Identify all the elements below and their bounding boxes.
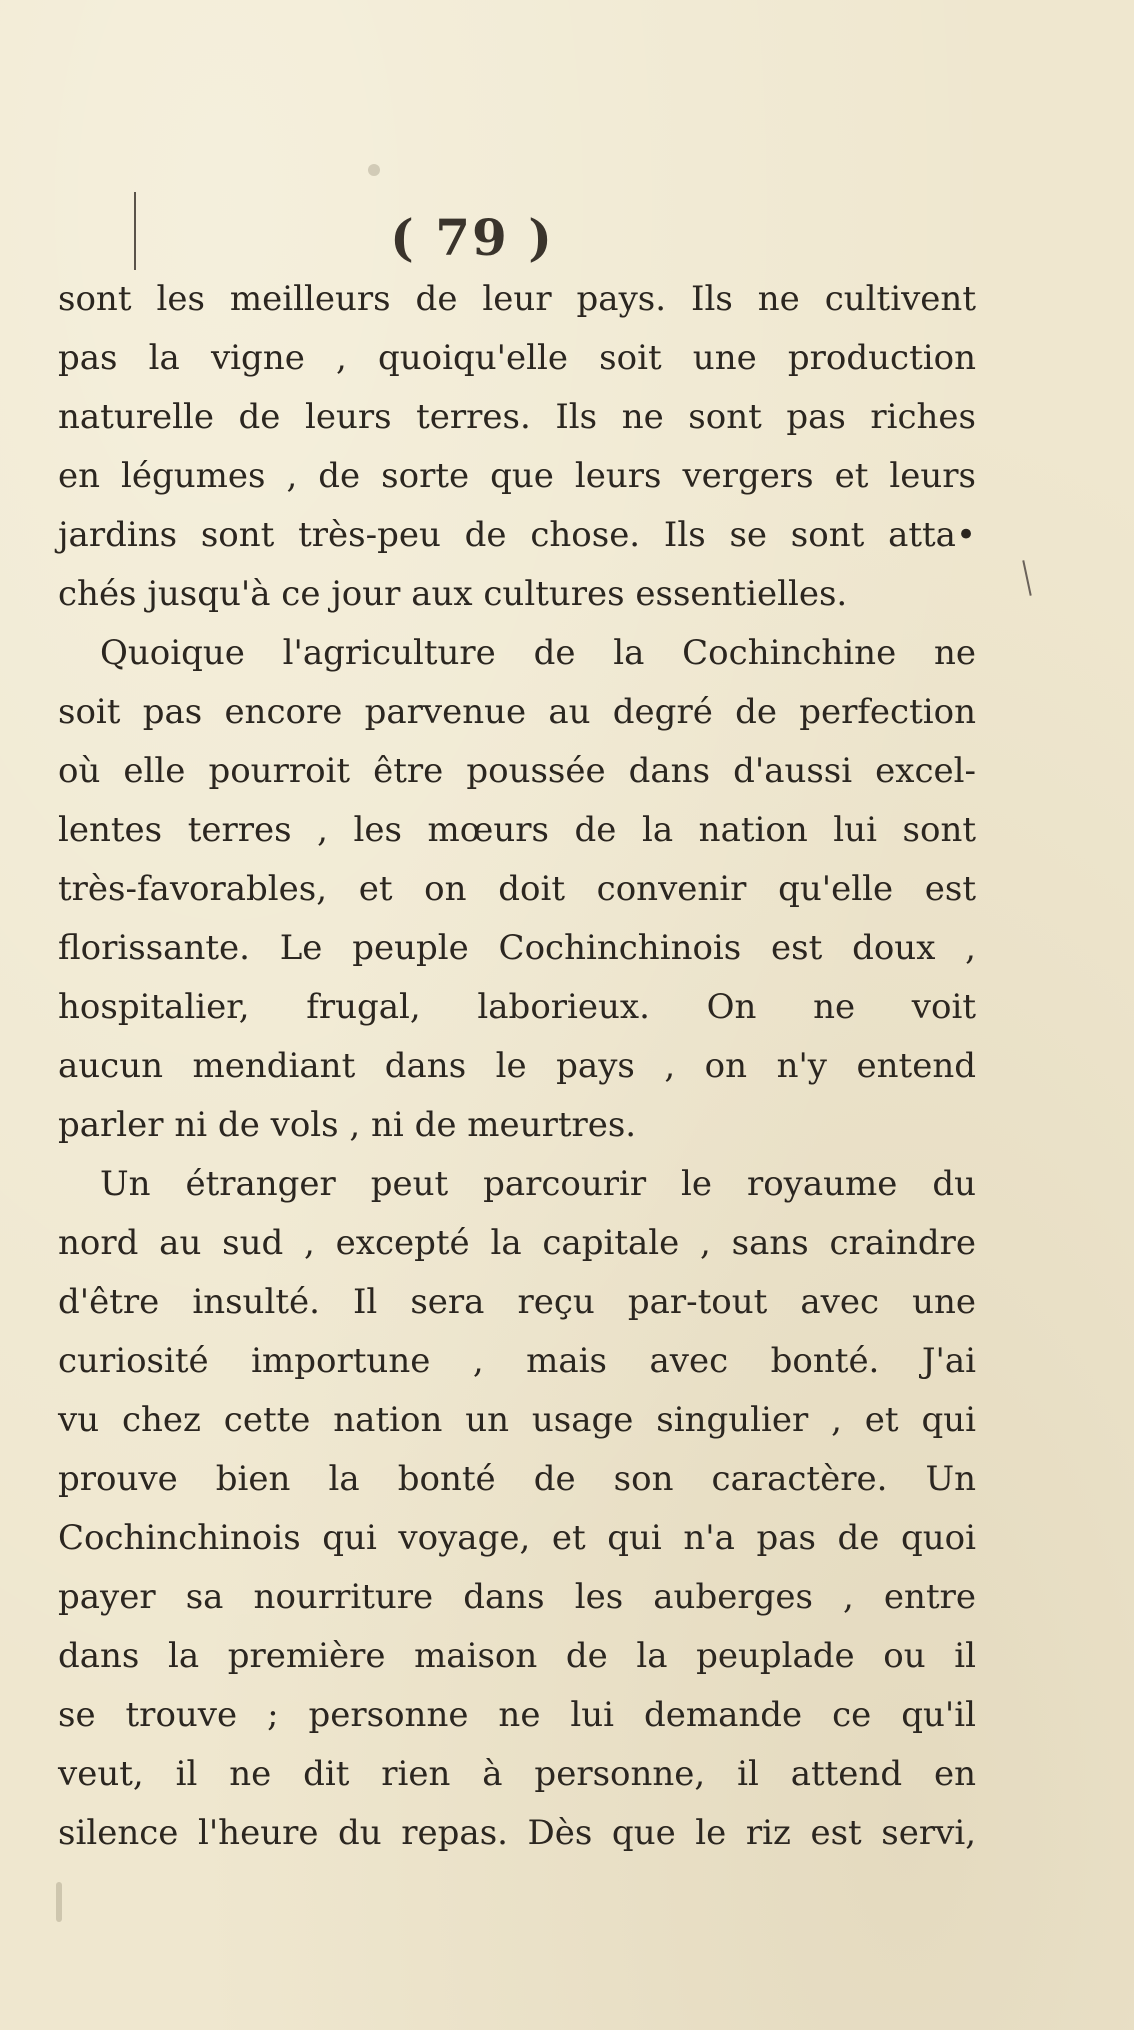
text-line: lentes terres , les mœurs de la nation lui sont <box>58 810 976 850</box>
text-line: curiosité importune , mais avec bonté. J'ai <box>58 1341 976 1381</box>
text-line: pas la vigne , quoiqu'elle soit une production <box>58 338 976 378</box>
text-line: veut, il ne dit rien à personne, il attend en <box>58 1754 976 1794</box>
text-line: payer sa nourriture dans les auberges , entre <box>58 1577 976 1617</box>
text-line: Cochinchinois qui voyage, et qui n'a pas de quoi <box>58 1518 976 1558</box>
text-line: dans la première maison de la peuplade ou il <box>58 1636 976 1676</box>
body-text <box>58 270 976 1863</box>
paper-spot <box>56 1882 62 1922</box>
text-line: aucun mendiant dans le pays , on n'y entend <box>58 1046 976 1086</box>
page-number: ( 79 ) <box>390 208 554 267</box>
text-line: nord au sud , excepté la capitale , sans craindre <box>58 1223 976 1263</box>
text-line: naturelle de leurs terres. Ils ne sont pas riches <box>58 397 976 437</box>
text-line: d'être insulté. Il sera reçu par-tout avec une <box>58 1282 976 1322</box>
text-line: se trouve ; personne ne lui demande ce qu'il <box>58 1695 976 1735</box>
text-line: où elle pourroit être poussée dans d'aussi excel- <box>58 751 976 791</box>
text-line: en légumes , de sorte que leurs vergers et leurs <box>58 456 976 496</box>
text-line: soit pas encore parvenue au degré de perfection <box>58 692 976 732</box>
text-line: sont les meilleurs de leur pays. Ils ne cultivent <box>58 279 976 319</box>
text-line: jardins sont très-peu de chose. Ils se sont atta• <box>58 515 976 555</box>
text-line: prouve bien la bonté de son caractère. Un <box>58 1459 976 1499</box>
text-line: florissante. Le peuple Cochinchinois est doux , <box>58 928 976 968</box>
text-line: parler ni de vols , ni de meurtres. <box>58 1105 637 1145</box>
text-line: chés jusqu'à ce jour aux cultures essentielles. <box>58 574 848 614</box>
paper-spot <box>368 164 380 176</box>
text-line: vu chez cette nation un usage singulier , et qui <box>58 1400 976 1440</box>
text-line: hospitalier, frugal, laborieux. On ne voit <box>58 987 976 1027</box>
text-line: Un étranger peut parcourir le royaume du <box>100 1164 976 1204</box>
text-line: très-favorables, et on doit convenir qu'elle est <box>58 869 976 909</box>
margin-mark <box>1022 560 1031 596</box>
text-line: Quoique l'agriculture de la Cochinchine ne <box>100 633 976 673</box>
text-line: silence l'heure du repas. Dès que le riz est servi, <box>58 1813 976 1853</box>
